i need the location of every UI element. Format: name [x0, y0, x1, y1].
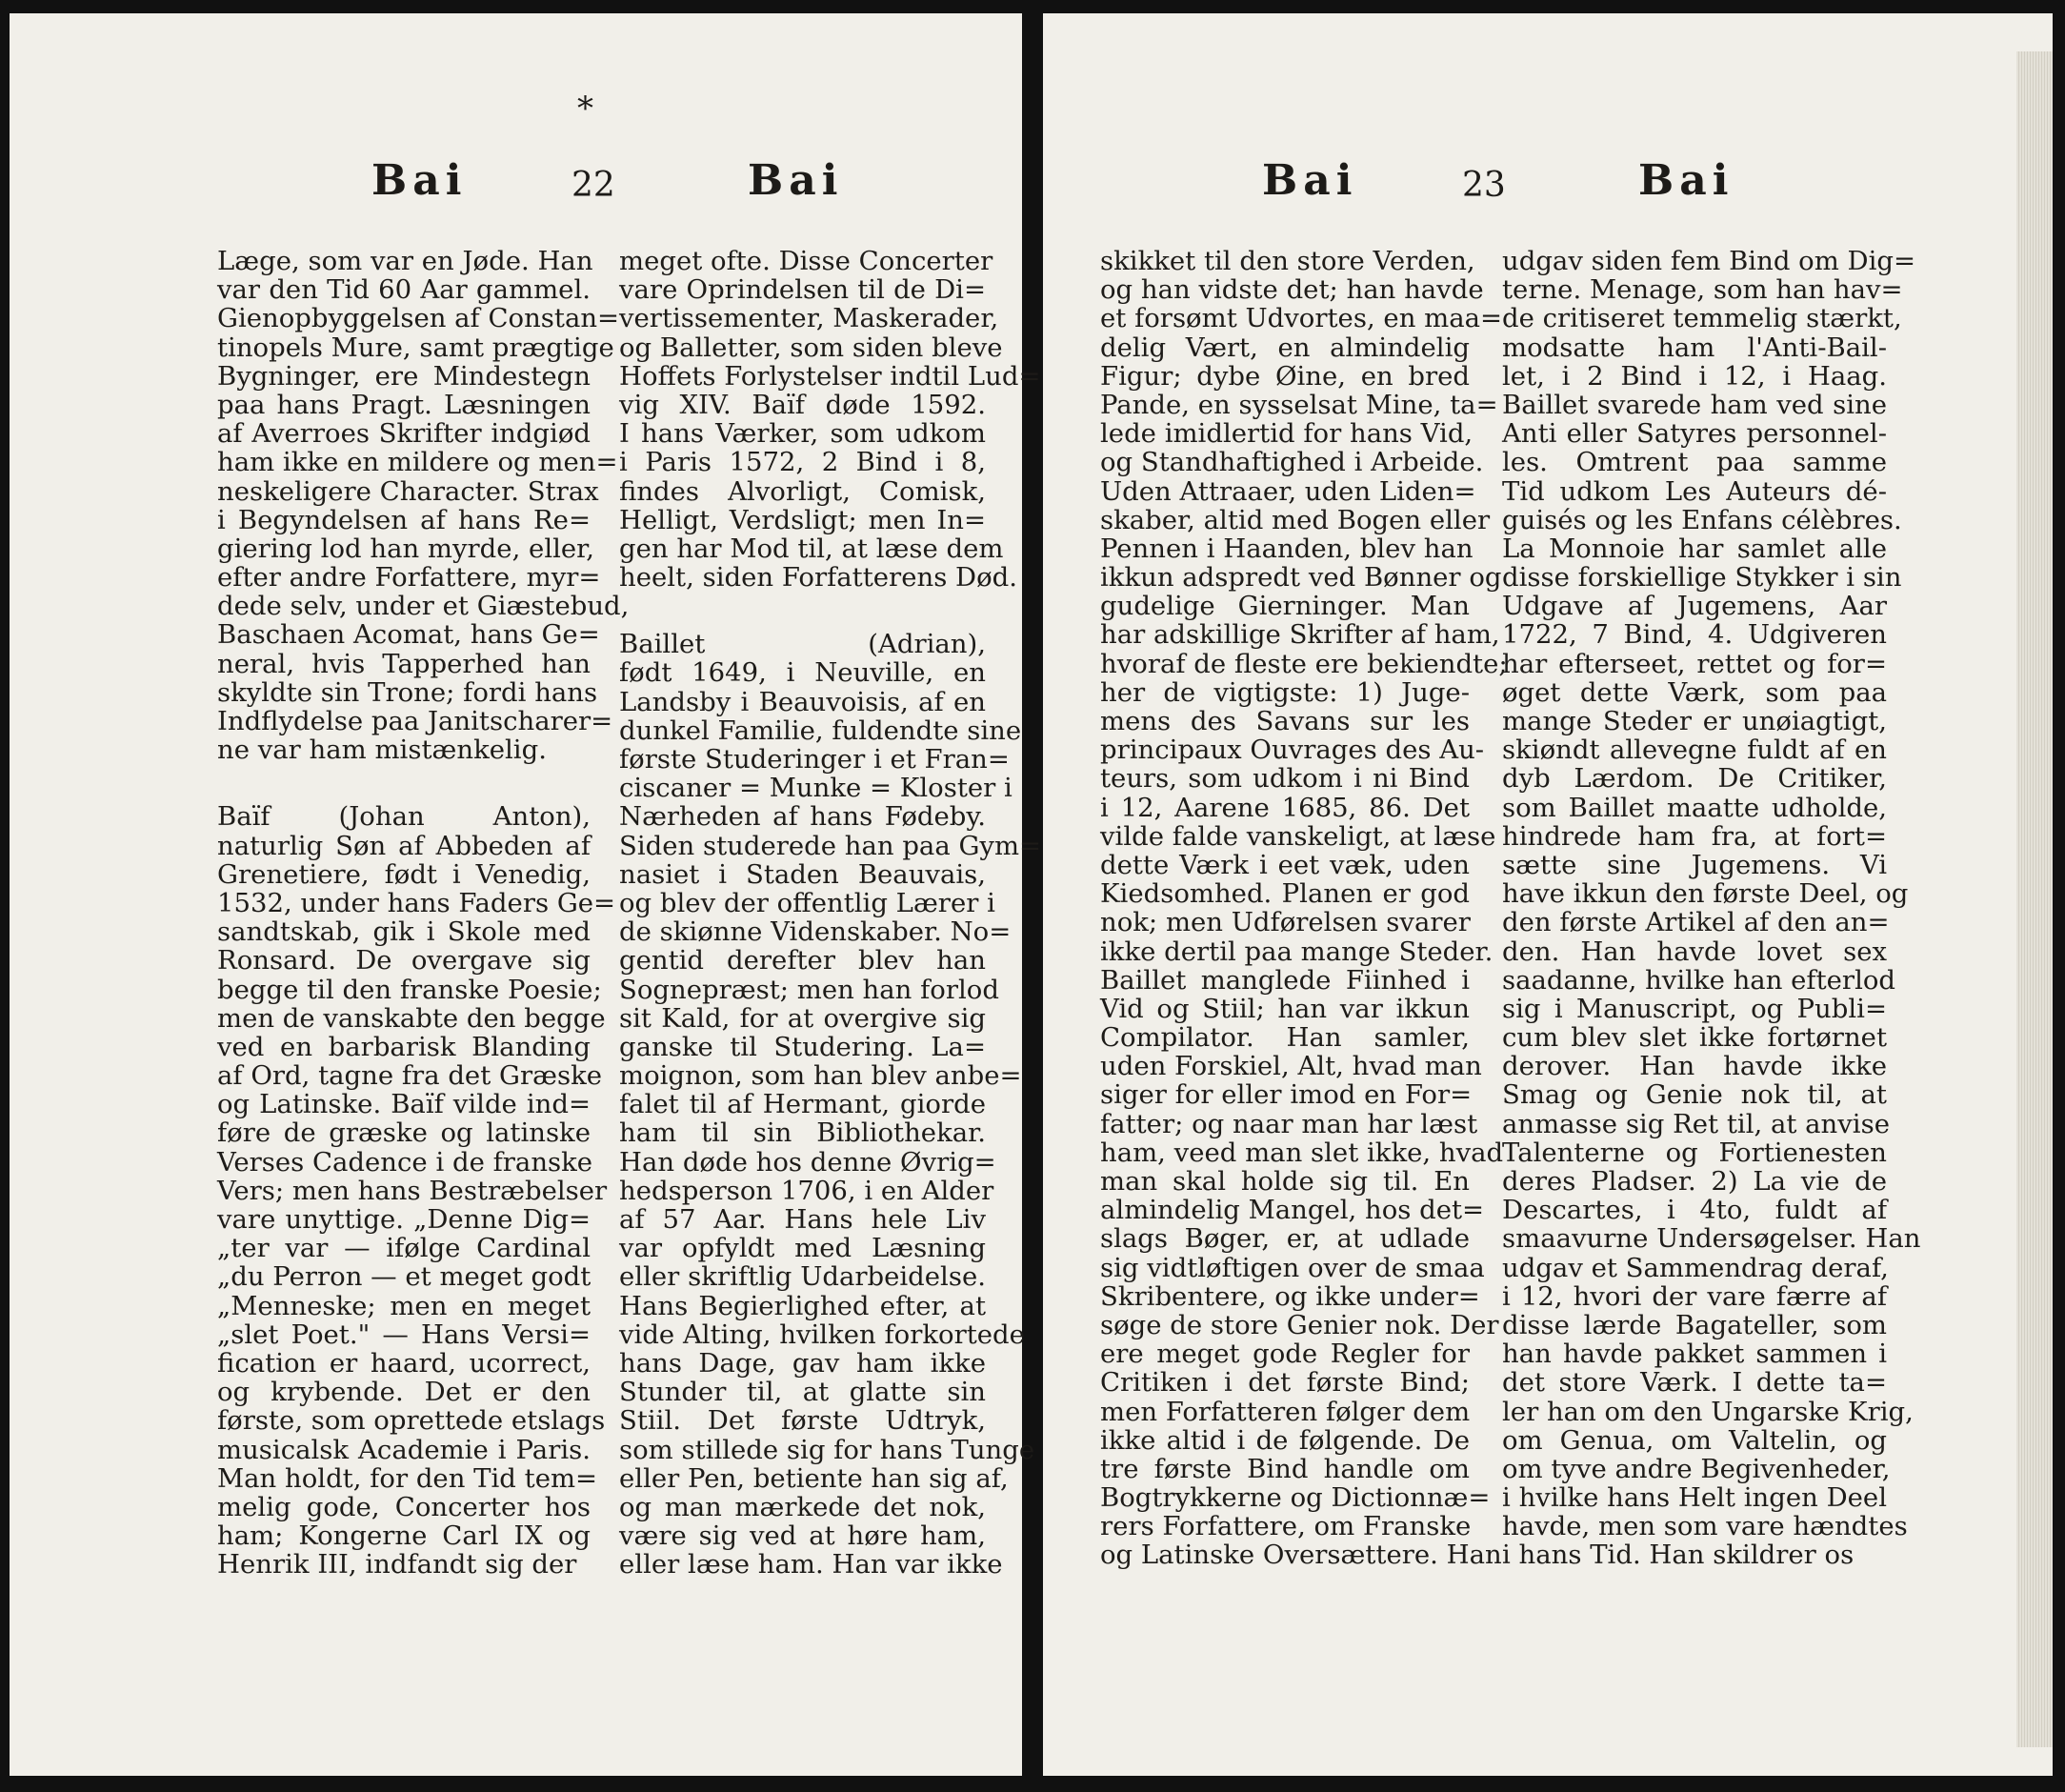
text-line: i 12, hvori der vare færre af — [1502, 1280, 1887, 1312]
text-line: dyb Lærdom. De Critiker, — [1502, 763, 1887, 795]
text-line: tinopels Mure, samt prægtige — [217, 332, 614, 363]
text-line: man skal holde sig til. En — [1100, 1166, 1470, 1197]
text-line: siger for eller imod en For= — [1100, 1079, 1473, 1111]
text-line: teurs, som udkom i ni Bind — [1100, 763, 1470, 795]
text-line: Baillet svarede ham ved sine — [1502, 389, 1887, 420]
text-line: som stillede sig for hans Tunge — [619, 1434, 1035, 1465]
text-line: hedsperson 1706, i en Alder — [619, 1175, 994, 1206]
text-line: og Latinske Oversættere. Han — [1100, 1540, 1502, 1571]
text-line: Critiken i det første Bind; — [1100, 1367, 1470, 1399]
text-line: Gienopbyggelsen af Constan= — [217, 303, 620, 334]
text-line: i 12, Aarene 1685, 86. Det — [1100, 792, 1470, 823]
text-line: Vers; men hans Bestræbelser — [217, 1175, 608, 1206]
text-line: begge til den franske Poesie; — [217, 974, 602, 1005]
text-line: melig gode, Concerter hos — [217, 1491, 591, 1522]
text-line: Udgave af Jugemens, Aar — [1502, 591, 1887, 622]
text-line: saadanne, hvilke han efterlod — [1502, 964, 1896, 996]
text-line: Bogtrykkerne og Dictionnæ= — [1100, 1482, 1491, 1514]
text-line: vare unyttige. „Denne Dig= — [217, 1204, 591, 1235]
text-line: som Baillet maatte udholde, — [1502, 792, 1887, 823]
text-line: Man holdt, for den Tid tem= — [217, 1462, 598, 1494]
text-line: i Begyndelsen af hans Re= — [217, 504, 591, 535]
text-line: Baïf (Johan Anton), — [217, 801, 591, 833]
text-line: et forsømt Udvortes, en maa= — [1100, 303, 1503, 334]
text-line: Sognepræst; men han forlod — [619, 974, 999, 1005]
text-line: vide Alting, hvilken forkortede — [619, 1319, 1025, 1350]
text-line: det store Værk. I dette ta= — [1502, 1367, 1887, 1399]
text-line: sig i Manuscript, og Publi= — [1502, 993, 1887, 1024]
text-line: Baschaen Acomat, hans Ge= — [217, 619, 600, 651]
text-line: nasiet i Staden Beauvais, — [619, 858, 986, 890]
text-line: Stiil. Det første Udtryk, — [619, 1405, 986, 1437]
text-line: ganske til Studering. La= — [619, 1031, 986, 1062]
text-line: musicalsk Academie i Paris. — [217, 1434, 591, 1465]
text-line: „Menneske; men en meget — [217, 1290, 591, 1321]
text-line: ikke altid i de følgende. De — [1100, 1424, 1470, 1456]
text-line: Hoffets Forlystelser indtil Lud= — [619, 360, 1041, 392]
text-line: Anti eller Satyres personnel- — [1502, 418, 1887, 450]
text-line: første Studeringer i et Fran= — [619, 744, 1010, 775]
text-line: føre de græske og latinske — [217, 1117, 591, 1149]
text-line: men de vanskabte den begge — [217, 1002, 606, 1034]
text-line: lede imidlertid for hans Vid, — [1100, 418, 1474, 450]
text-line: skyldte sin Trone; fordi hans — [217, 676, 598, 708]
text-line: mens des Savans sur les — [1100, 706, 1470, 736]
text-line: og Standhaftighed i Arbeide. — [1100, 447, 1484, 478]
running-head-left: Bai — [371, 156, 468, 205]
text-line: Figur; dybe Øine, en bred — [1100, 360, 1470, 392]
text-line: Uden Attraaer, uden Liden= — [1100, 475, 1476, 507]
text-line: Vid og Stiil; han var ikkun — [1100, 993, 1470, 1024]
text-line: sandtskab, gik i Skole med — [217, 916, 591, 948]
page-number: 23 — [1462, 166, 1506, 205]
text-line: eller Pen, betiente han sig af, — [619, 1462, 1009, 1494]
text-line: Læge, som var en Jøde. Han — [217, 246, 593, 276]
text-line: gen har Mod til, at læse dem — [619, 533, 1004, 564]
text-line: være sig ved at høre ham, — [619, 1520, 986, 1552]
text-line: udgav siden fem Bind om Dig= — [1502, 246, 1916, 276]
text-line: var den Tid 60 Aar gammel. — [217, 274, 591, 306]
text-line: Pande, en sysselsat Mine, ta= — [1100, 389, 1498, 420]
text-line: mange Steder er unøiagtigt, — [1502, 706, 1887, 736]
text-line: Nærheden af hans Fødeby. — [619, 801, 986, 833]
text-line: terne. Menage, som han hav= — [1502, 274, 1903, 306]
text-line: vertissementer, Maskerader, — [619, 303, 999, 334]
text-line: var opfyldt med Læsning — [619, 1233, 986, 1264]
text-line: skiøndt allevegne fuldt af en — [1502, 735, 1887, 766]
text-line: I hans Værker, som udkom — [619, 418, 986, 450]
text-line: af Ord, tagne fra det Græske — [217, 1060, 603, 1092]
text-line: giering lod han myrde, eller, — [217, 533, 595, 564]
text-line: og Balletter, som siden bleve — [619, 332, 1003, 363]
text-line: neral, hvis Tapperhed han — [217, 648, 591, 679]
text-column-1 — [217, 246, 630, 1581]
text-line: ham, veed man slet ikke, hvad — [1100, 1137, 1504, 1168]
text-line: ikke dertil paa mange Steder. — [1100, 936, 1494, 967]
text-line: deres Pladser. 2) La vie de — [1502, 1166, 1887, 1197]
text-line: eller skriftlig Udarbeidelse. — [619, 1261, 986, 1293]
text-line: Han døde hos denne Øvrig= — [619, 1146, 996, 1178]
text-line: neskeligere Character. Strax — [217, 475, 599, 507]
text-line: ere meget gode Regler for — [1100, 1339, 1470, 1370]
text-line: den første Artikel af den an= — [1502, 907, 1890, 938]
text-line: de skiønne Videnskaber. No= — [619, 916, 1012, 948]
text-line: dunkel Familie, fuldendte sine — [619, 715, 1022, 746]
text-line: fatter; og naar man har læst — [1100, 1108, 1478, 1139]
text-line: sit Kald, for at overgive sig — [619, 1002, 986, 1034]
text-line: dede selv, under et Giæstebud, — [217, 591, 630, 622]
running-head-left: Bai — [1262, 156, 1358, 205]
text-line: findes Alvorligt, Comisk, — [619, 475, 986, 507]
text-line: her de vigtigste: 1) Juge- — [1100, 676, 1470, 708]
text-line: delig Vært, en almindelig — [1100, 332, 1470, 363]
text-line: i hans Tid. Han skildrer os — [1502, 1540, 1854, 1571]
text-line: rers Forfattere, om Franske — [1100, 1511, 1472, 1542]
text-line: cum blev slet ikke fortørnet — [1502, 1022, 1887, 1054]
text-line: ikkun adspredt ved Bønner og — [1100, 562, 1502, 594]
text-line: let, i 2 Bind i 12, i Haag. — [1502, 360, 1887, 392]
text-line: ler han om den Ungarske Krig, — [1502, 1396, 1914, 1427]
text-line: 1722, 7 Bind, 4. Udgiveren — [1502, 619, 1887, 651]
text-line: gudelige Gierninger. Man — [1100, 591, 1470, 622]
paragraph-gap — [619, 592, 986, 630]
text-line: Indflydelse paa Janitscharer= — [217, 706, 613, 736]
text-line: La Monnoie har samlet alle — [1502, 533, 1887, 564]
text-line: Landsby i Beauvoisis, af en — [619, 686, 986, 717]
text-line: udgav et Sammendrag deraf, — [1502, 1252, 1889, 1283]
text-line: paa hans Pragt. Læsningen — [217, 389, 591, 420]
text-line: anmasse sig Ret til, at anvise — [1502, 1108, 1890, 1139]
text-line: i Paris 1572, 2 Bind i 8, — [619, 447, 986, 478]
text-line: moignon, som han blev anbe= — [619, 1060, 1022, 1092]
text-line: ham; Kongerne Carl IX og — [217, 1520, 591, 1552]
text-line: øget dette Værk, som paa — [1502, 676, 1887, 708]
running-head-right: Bai — [1638, 156, 1734, 205]
text-line: Baillet manglede Fiinhed i — [1100, 964, 1470, 996]
text-line: har efterseet, rettet og for= — [1502, 648, 1887, 679]
text-line: naturlig Søn af Abbeden af — [217, 830, 591, 861]
text-line: Compilator. Han samler, — [1100, 1022, 1470, 1054]
text-line: efter andre Forfattere, myr= — [217, 562, 601, 594]
text-line: af Averroes Skrifter indgiød — [217, 418, 591, 450]
text-line: om Genua, om Valtelin, og — [1502, 1424, 1887, 1456]
text-line: skaber, altid med Bogen eller — [1100, 504, 1491, 535]
text-line: Kiedsomhed. Planen er god — [1100, 878, 1470, 910]
text-line: Stunder til, at glatte sin — [619, 1377, 986, 1408]
text-line: Bygninger, ere Mindestegn — [217, 360, 591, 392]
text-line: Hans Begierlighed efter, at — [619, 1290, 986, 1321]
text-line: Pennen i Haanden, blev han — [1100, 533, 1474, 564]
text-line: Helligt, Verdsligt; men In= — [619, 504, 986, 535]
text-line: „du Perron — et meget godt — [217, 1261, 591, 1293]
text-line: ved en barbarisk Blanding — [217, 1031, 591, 1062]
text-line: Tid udkom Les Auteurs dé- — [1502, 475, 1887, 507]
text-column-2 — [1502, 246, 1921, 1571]
text-line: modsatte ham l'Anti-Bail- — [1502, 332, 1887, 363]
text-line: Skribentere, og ikke under= — [1100, 1280, 1480, 1312]
text-line: Smag og Genie nok til, at — [1502, 1079, 1887, 1111]
text-line: sig vidtløftigen over de smaa — [1100, 1252, 1485, 1283]
text-line: Verses Cadence i de franske — [217, 1146, 593, 1178]
text-line: heelt, siden Forfatterens Død. — [619, 562, 1017, 594]
text-column-1 — [1100, 246, 1508, 1571]
text-line: Descartes, i 4to, fuldt af — [1502, 1195, 1887, 1226]
text-line: hvoraf de fleste ere bekiendte; — [1100, 648, 1508, 679]
text-line: Ronsard. De overgave sig — [217, 945, 591, 977]
text-line: hans Dage, gav ham ikke — [619, 1347, 986, 1379]
text-line: vilde falde vanskeligt, at læse — [1100, 820, 1496, 852]
text-line: og man mærkede det nok, — [619, 1491, 986, 1522]
text-line: ciscaner = Munke = Kloster i — [619, 773, 1012, 804]
text-line: og krybende. Det er den — [217, 1377, 591, 1408]
text-line: ham ikke en mildere og men= — [217, 447, 618, 478]
text-line: ne var ham mistænkelig. — [217, 735, 547, 766]
page-number: 22 — [571, 166, 615, 205]
text-line: født 1649, i Neuville, en — [619, 657, 986, 689]
text-line: har adskillige Skrifter af ham, — [1100, 619, 1500, 651]
text-line: vig XIV. Baïf døde 1592. — [619, 389, 986, 420]
text-line: Baillet (Adrian), — [619, 629, 986, 660]
text-line: nok; men Udførelsen svarer — [1100, 907, 1471, 938]
text-line: tre første Bind handle om — [1100, 1453, 1470, 1484]
text-line: dette Værk i eet væk, uden — [1100, 849, 1470, 880]
text-line: om tyve andre Begivenheder, — [1502, 1453, 1891, 1484]
text-line: af 57 Aar. Hans hele Liv — [619, 1204, 986, 1235]
text-line: gentid derefter blev han — [619, 945, 986, 977]
text-line: „slet Poet." — Hans Versi= — [217, 1319, 591, 1350]
text-line: 1532, under hans Faders Ge= — [217, 887, 616, 918]
text-line: den. Han havde lovet sex — [1502, 936, 1887, 967]
text-line: og blev der offentlig Lærer i — [619, 887, 995, 918]
text-line: Talenterne og Fortienesten — [1502, 1137, 1887, 1168]
text-line: meget ofte. Disse Concerter — [619, 246, 993, 276]
text-line: første, som oprettede etslags — [217, 1405, 606, 1437]
text-line: søge de store Genier nok. Der — [1100, 1309, 1499, 1340]
text-line: almindelig Mangel, hos det= — [1100, 1195, 1485, 1226]
text-line: „ter var — ifølge Cardinal — [217, 1233, 591, 1264]
text-line: vare Oprindelsen til de Di= — [619, 274, 986, 306]
text-line: men Forfatteren følger dem — [1100, 1396, 1471, 1427]
text-line: Henrik III, indfandt sig der — [217, 1549, 577, 1581]
text-line: skikket til den store Verden, — [1100, 246, 1475, 276]
text-line: ham til sin Bibliothekar. — [619, 1117, 986, 1149]
left-page — [10, 13, 1042, 1776]
text-line: eller læse ham. Han var ikke — [619, 1549, 1003, 1581]
text-line: disse lærde Bagateller, som — [1502, 1309, 1887, 1340]
text-line: han havde pakket sammen i — [1502, 1339, 1887, 1370]
text-line: disse forskiellige Stykker i sin — [1502, 562, 1902, 594]
text-line: fication er haard, ucorrect, — [217, 1347, 591, 1379]
text-line: og Latinske. Baïf vilde ind= — [217, 1089, 591, 1120]
text-line: uden Forskiel, Alt, hvad man — [1100, 1051, 1482, 1082]
text-line: les. Omtrent paa samme — [1502, 447, 1887, 478]
printer-mark: * — [577, 90, 593, 128]
text-line: havde, men som vare hændtes — [1502, 1511, 1908, 1542]
text-line: principaux Ouvrages des Au- — [1100, 735, 1485, 766]
right-page — [1043, 13, 2053, 1776]
text-line: smaavurne Undersøgelser. Han — [1502, 1223, 1921, 1255]
text-line: sætte sine Jugemens. Vi — [1502, 849, 1887, 880]
text-line: og han vidste det; han havde — [1100, 274, 1484, 306]
text-line: hindrede ham fra, at fort= — [1502, 820, 1887, 852]
paragraph-gap — [217, 764, 591, 802]
text-line: derover. Han havde ikke — [1502, 1051, 1887, 1082]
text-line: Siden studerede han paa Gym= — [619, 830, 1042, 861]
text-column-2 — [619, 246, 1042, 1581]
text-line: falet til af Hermant, giorde — [619, 1089, 986, 1120]
text-line: slags Bøger, er, at udlade — [1100, 1223, 1470, 1255]
text-line: Grenetiere, født i Venedig, — [217, 858, 591, 890]
text-line: de critiseret temmelig stærkt, — [1502, 303, 1902, 334]
text-line: guisés og les Enfans célèbres. — [1502, 504, 1902, 535]
text-line: have ikkun den første Deel, og — [1502, 878, 1909, 910]
running-head-right: Bai — [748, 156, 844, 205]
text-line: i hvilke hans Helt ingen Deel — [1502, 1482, 1887, 1514]
